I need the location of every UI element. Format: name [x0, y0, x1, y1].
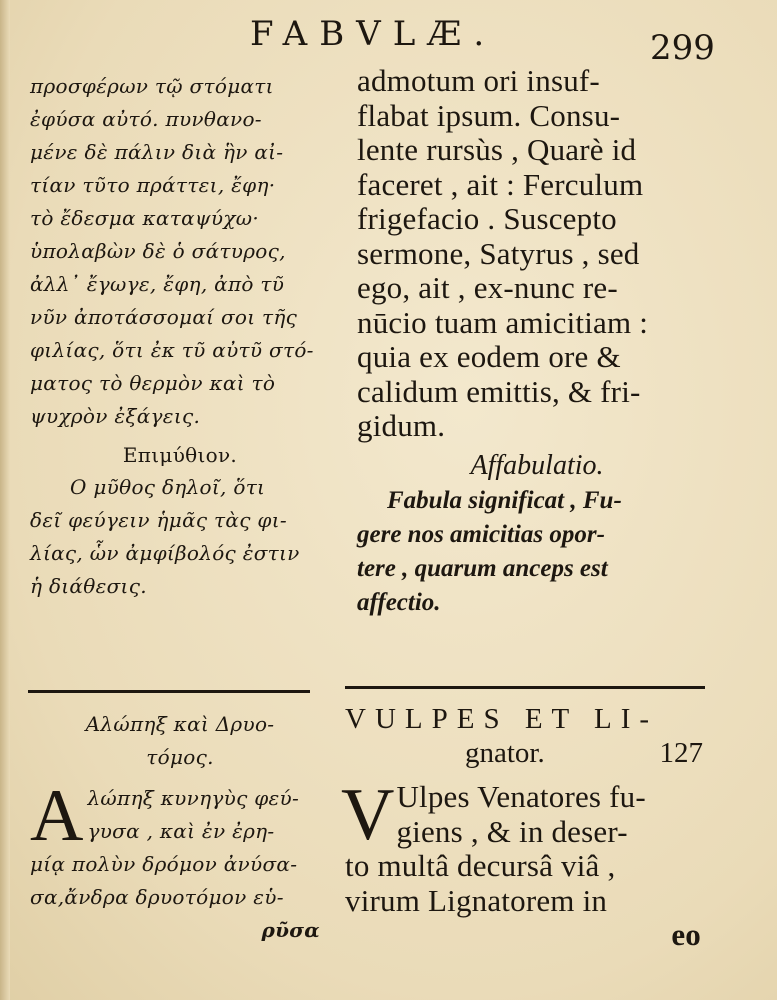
latin-moral-heading: Affabulatio.	[470, 449, 604, 481]
latin-line: quia ex eodem ore &	[357, 339, 621, 374]
greek-line: σα,ἄνδρα δρυοτόμον εὑ-	[30, 885, 284, 909]
greek-moral-line: λίας, ὧν ἀμφίβολός ἐστιν	[30, 541, 300, 565]
greek-line: γυσα , καὶ ἐν ἐρη-	[87, 819, 275, 843]
greek-line: ἀλλ᾽ ἔγωγε, ἔφη, ἀπὸ τῦ	[30, 272, 285, 296]
greek-line: λώπηξ κυνηγὺς φεύ-	[87, 786, 300, 810]
latin-line: admotum ori insuf-	[357, 63, 600, 98]
greek-column-top	[30, 70, 330, 603]
latin-line: frigefacio . Suscepto	[357, 201, 617, 236]
greek-line: τίαν τῦτο πράττει, ἔφη·	[30, 173, 276, 197]
latin-line: calidum emittis, & fri-	[357, 373, 641, 409]
latin-line: lente rursùs , Quarè id	[357, 132, 637, 167]
greek-line: τὸ ἔδεσμα καταψύχω·	[30, 206, 260, 230]
greek-fable-body	[30, 775, 330, 857]
latin-line: gidum.	[357, 408, 446, 443]
latin-fable-title: VULPES ET LI-	[345, 703, 659, 735]
greek-line: ὑπολαβὼν δὲ ὁ σάτυρος,	[30, 239, 286, 263]
latin-line: sermone, Satyrus , sed	[357, 235, 640, 271]
latin-line: Ulpes Venatores fu-	[396, 779, 646, 814]
page-gutter	[0, 0, 10, 1000]
latin-moral-line: tere , quarum anceps est	[357, 554, 608, 582]
latin-column-bottom	[341, 702, 715, 953]
catchword: ρῦσα	[261, 918, 320, 942]
section-rule	[28, 690, 310, 693]
drop-cap: A	[30, 775, 84, 857]
drop-cap: V	[341, 774, 395, 856]
latin-line: to multâ decursâ viâ ,	[345, 848, 616, 883]
greek-line: φιλίας, ὅτι ἐκ τῦ αὐτῦ στό-	[30, 338, 314, 362]
latin-column-top	[357, 64, 717, 620]
running-head: FABVLÆ.	[250, 14, 497, 54]
greek-line: νῦν ἀποτάσσομαί σοι τῆς	[30, 305, 298, 329]
latin-fable-title-cont: gnator.	[465, 737, 545, 769]
latin-line: giens , & in deser-	[396, 813, 628, 849]
greek-line: μίᾳ πολὺν δρόμον ἀνύσα-	[30, 852, 298, 876]
greek-fable-title: τόμος.	[146, 745, 214, 769]
fable-number: 127	[659, 737, 703, 769]
latin-moral-line: Fabula significat , Fu-	[387, 486, 622, 514]
greek-line: ματος τὸ θερμὸν καὶ τὸ	[30, 371, 276, 395]
greek-moral-line: δεῖ φεύγειν ἡμᾶς τὰς φι-	[30, 508, 287, 532]
greek-line: προσφέρων τῷ στόματι	[30, 74, 274, 98]
greek-fable-title: Αλώπηξ καὶ Δρυο-	[85, 712, 275, 736]
latin-line: nūcio tuam amicitiam :	[357, 304, 649, 340]
greek-line: μένε δὲ πάλιν διὰ ἣν αἰ-	[30, 140, 284, 164]
greek-moral-heading: Επιμύθιον.	[122, 443, 238, 467]
latin-moral-line: affectio.	[357, 588, 441, 616]
latin-line: flabat ipsum. Consu-	[357, 97, 621, 133]
page-number: 299	[650, 28, 715, 68]
greek-moral-line: Ο μῦθος δηλοῖ, ὅτι	[70, 475, 266, 499]
catchword: eo	[671, 917, 701, 952]
section-rule	[345, 686, 705, 689]
latin-line: virum Lignatorem in	[345, 882, 608, 918]
greek-moral-line: ἡ διάθεσις.	[30, 574, 147, 598]
latin-title-row	[345, 736, 715, 770]
latin-line: faceret , ait : Ferculum	[357, 166, 644, 202]
greek-column-bottom	[30, 708, 330, 947]
latin-moral-line: gere nos amicitias opor-	[357, 520, 605, 548]
latin-line: ego, ait , ex-nunc re-	[357, 270, 618, 305]
latin-fable-body	[341, 774, 715, 953]
greek-line: ψυχρὸν ἐξάγεις.	[30, 404, 201, 428]
greek-line: ἐφύσα αὐτό. πυνθανο-	[30, 107, 262, 131]
